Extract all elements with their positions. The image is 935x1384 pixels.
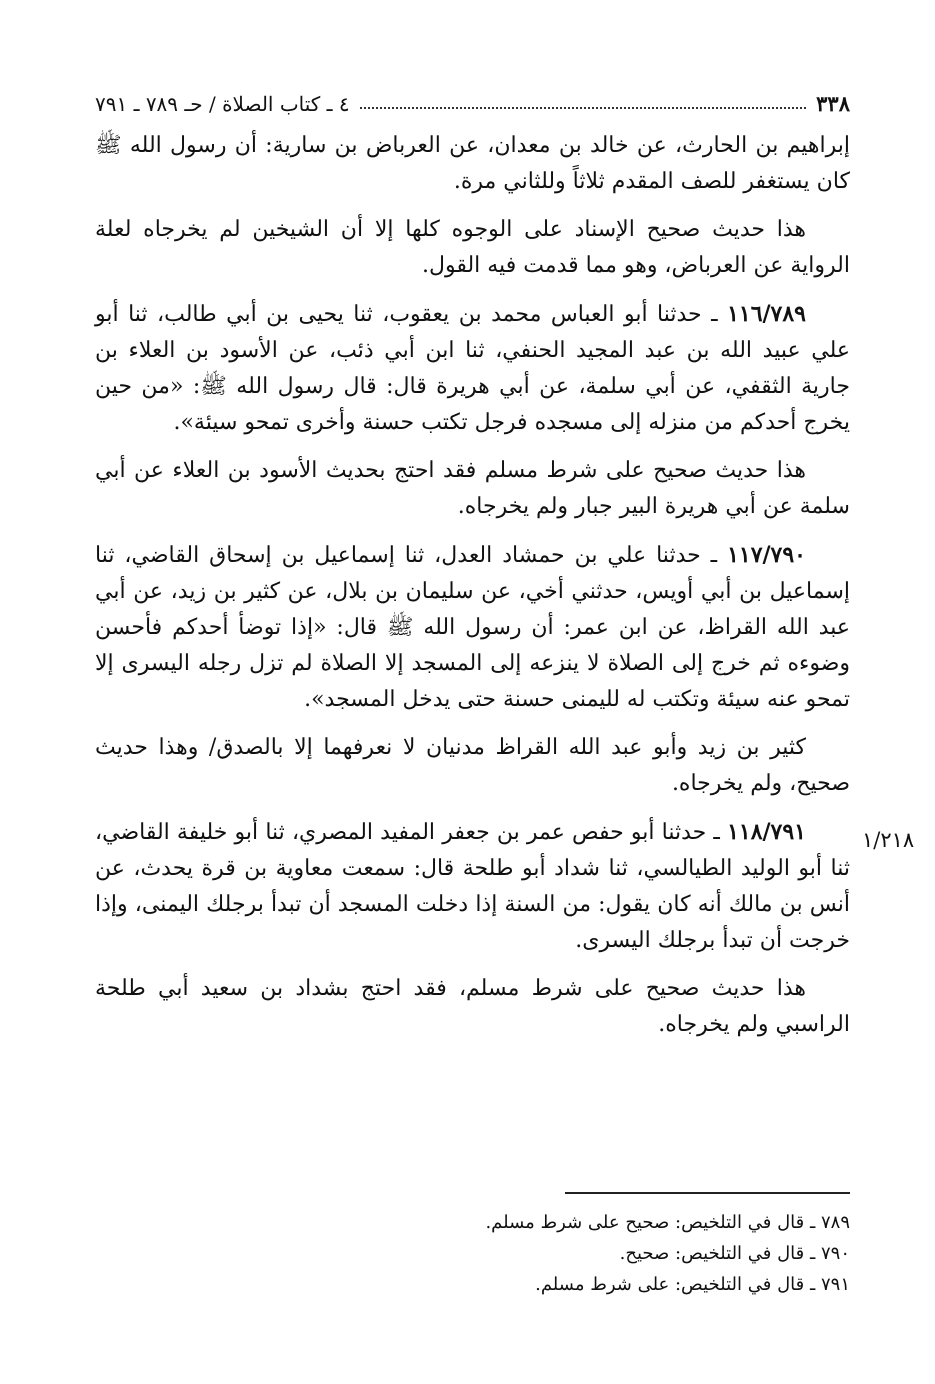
paragraph-text: إبراهيم بن الحارث، عن خالد بن معدان، عن العرباض بن سارية: أن رسول الله ﷺ كان يستغفر للصف المقدم ثلاثاً وللثاني مرة. bbox=[95, 133, 850, 194]
hadith-paragraph bbox=[95, 296, 850, 441]
hadith-number: ١١٧/٧٩٠ bbox=[727, 542, 806, 568]
page-number: ٣٣٨ bbox=[816, 91, 850, 116]
dotted-leader bbox=[360, 106, 807, 109]
footnote-divider bbox=[565, 1192, 850, 1194]
running-title: ٤ ـ كتاب الصلاة / حـ ٧٨٩ ـ ٧٩١ bbox=[95, 92, 350, 116]
footnote: ٧٨٩ ـ قال في التلخيص: صحيح على شرط مسلم. bbox=[485, 1212, 850, 1233]
paragraph bbox=[95, 730, 850, 802]
paragraph-text: ـ حدثنا علي بن حمشاد العدل، ثنا إسماعيل بن إسحاق القاضي، ثنا إسماعيل بن أبي أويس، حدثني أخي، عن سليمان بن بلال، عن كثير بن زيد، عن أبي عبد الله القراظ، عن ابن عمر: أن رسول الله ﷺ قال: «إذا توضأ أحدكم فأحسن وضوءه ثم خرج إلى الصلاة لا ينزعه إلى المسجد إلا الصلاة لم تزل رجله اليسرى إلا تمحو عنه سيئة وتكتب له لليمنى حسنة حتى يدخل المسجد». bbox=[95, 543, 851, 712]
hadith-number: ١١٦/٧٨٩ bbox=[727, 301, 806, 327]
footnote: ٧٩١ ـ قال في التلخيص: على شرط مسلم. bbox=[535, 1274, 850, 1295]
hadith-paragraph bbox=[95, 814, 850, 959]
page-header bbox=[95, 80, 850, 116]
paragraph bbox=[95, 453, 850, 525]
paragraph bbox=[95, 971, 850, 1043]
paragraph bbox=[95, 212, 850, 284]
main-text bbox=[95, 128, 850, 1055]
paragraph-text: هذا حديث صحيح على شرط مسلم، فقد احتج بشداد بن سعيد أبي طلحة الراسبي ولم يخرجاه. bbox=[95, 976, 850, 1037]
paragraph bbox=[95, 128, 850, 200]
hadith-number: ١١٨/٧٩١ bbox=[727, 819, 806, 845]
paragraph-text: ـ حدثنا أبو العباس محمد بن يعقوب، ثنا يحيى بن أبي طالب، ثنا أبو علي عبيد الله بن عبد المجيد الحنفي، ثنا ابن أبي ذئب، عن الأسود بن العلاء بن جارية الثقفي، عن أبي سلمة، عن أبي هريرة قال: قال رسول الله ﷺ: «من حين يخرج أحدكم من منزله إلى مسجده فرجل تكتب حسنة وأخرى تمحو سيئة». bbox=[95, 302, 850, 435]
paragraph-text: كثير بن زيد وأبو عبد الله القراظ مدنيان لا نعرفهما إلا بالصدق/ وهذا حديث صحيح، ولم يخرجاه. bbox=[95, 735, 850, 796]
footnotes bbox=[440, 1207, 850, 1300]
paragraph-text: ـ حدثنا أبو حفص عمر بن جعفر المفيد المصري، ثنا أبو خليفة القاضي، ثنا أبو الوليد الطيالسي، ثنا شداد أبو طلحة قال: سمعت معاوية بن قرة يحدث، عن أنس بن مالك أنه كان يقول: من السنة إذا دخلت المسجد أن تبدأ برجلك اليمنى، وإذا خرجت أن تبدأ برجلك اليسرى. bbox=[95, 820, 850, 953]
paragraph-text: هذا حديث صحيح على شرط مسلم فقد احتج بحديث الأسود بن العلاء عن أبي سلمة عن أبي هريرة البير جبار ولم يخرجاه. bbox=[95, 458, 850, 519]
hadith-paragraph bbox=[95, 537, 850, 718]
footnote: ٧٩٠ ـ قال في التلخيص: صحيح. bbox=[619, 1243, 850, 1264]
paragraph-text: هذا حديث صحيح الإسناد على الوجوه كلها إلا أن الشيخين لم يخرجاه لعلة الرواية عن العرباض، وهو مما قدمت فيه القول. bbox=[95, 217, 850, 278]
margin-reference: ١/٢١٨ bbox=[862, 828, 915, 852]
